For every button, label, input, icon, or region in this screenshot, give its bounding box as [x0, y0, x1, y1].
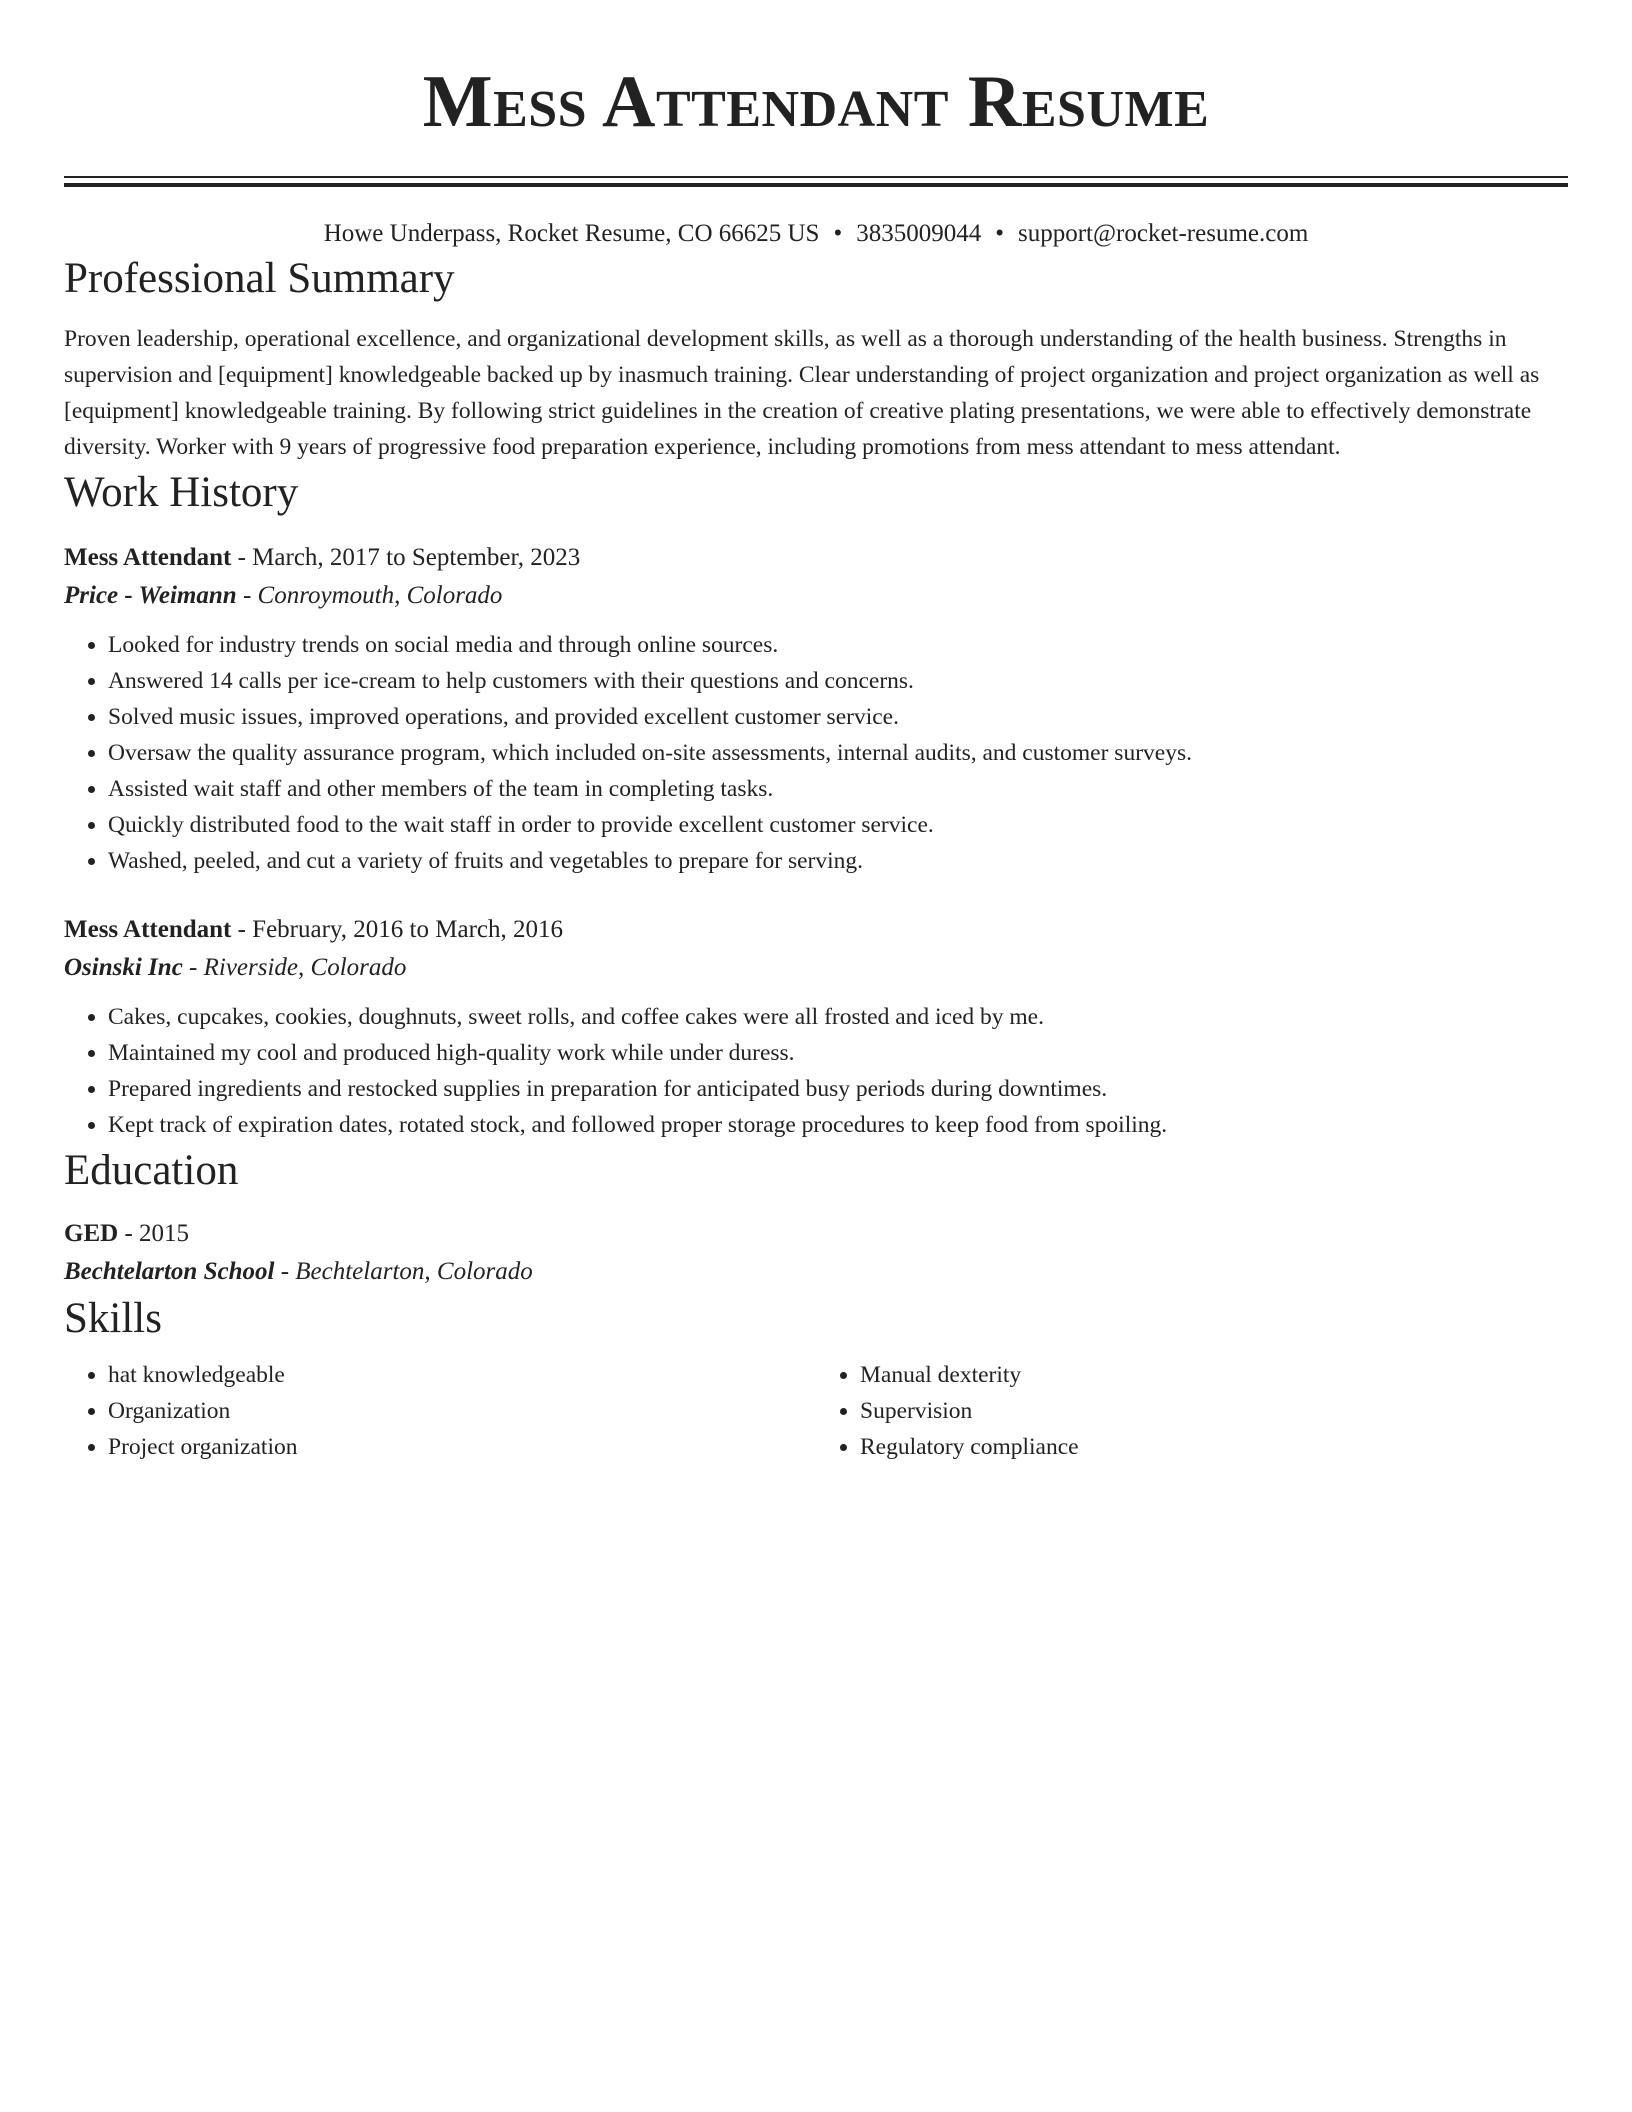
- list-item: • Cakes, cupcakes, cookies, doughnuts, sweet rolls, and coffee cakes were all frosted and iced by me.: [108, 999, 1568, 1035]
- contact-phone: 3835009044: [856, 220, 982, 247]
- job-role: Mess Attendant: [64, 544, 232, 571]
- job-company-line: [64, 577, 1568, 615]
- resume-title: Mess Attendant Resume: [422, 61, 1210, 143]
- list-item: • Washed, peeled, and cut a variety of fruits and vegetables to prepare for serving.: [108, 843, 1568, 879]
- education-location: - Bechtelarton, Colorado: [274, 1258, 533, 1285]
- skill-item: • Supervision: [860, 1393, 1568, 1429]
- education-school: Bechtelarton School: [64, 1258, 275, 1285]
- skills-heading: Skills: [64, 1295, 162, 1342]
- summary-heading: Professional Summary: [64, 255, 455, 302]
- list-item: • Oversaw the quality assurance program, which included on-site assessments, internal audits, and customer surveys.: [108, 735, 1568, 771]
- skill-item: • Regulatory compliance: [860, 1429, 1568, 1465]
- list-item: • Looked for industry trends on social media and through online sources.: [108, 627, 1568, 663]
- job-dates: - March, 2017 to September, 2023: [231, 544, 581, 571]
- job-company: Osinski Inc: [64, 954, 183, 981]
- education-degree: GED: [64, 1220, 119, 1247]
- education-school-line: [64, 1253, 1568, 1291]
- job-entry: [64, 911, 1568, 1143]
- skills-grid: [64, 1357, 1568, 1465]
- job-duties-list: [64, 627, 1568, 879]
- education-year: - 2015: [118, 1220, 190, 1247]
- job-company: Price - Weimann: [64, 582, 237, 609]
- summary-text: Proven leadership, operational excellence, and organizational development skills, as well as a thorough understanding of the health business. Strengths in supervision and [equipment] knowledgeable backed up by inasmuch training. Clear understanding of project organization and project organization as well as [equipment] knowledgeable training. By following strict guidelines in the creation of creative plating presentations, we were able to effectively demonstrate diversity. Worker with 9 years of progressive food preparation experience, including promotions from mess attendant to mess attendant.: [64, 326, 1540, 460]
- job-role: Mess Attendant: [64, 916, 232, 943]
- contact-line: [64, 217, 1568, 251]
- skills-column-left: [64, 1357, 816, 1465]
- education-entry: [64, 1215, 1568, 1291]
- list-item: • Solved music issues, improved operations, and provided excellent customer service.: [108, 699, 1568, 735]
- job-company-line: [64, 949, 1568, 987]
- education-degree-line: [64, 1215, 1568, 1253]
- contact-separator: •: [833, 220, 843, 247]
- job-entry: [64, 539, 1568, 879]
- skill-item: • Organization: [108, 1393, 816, 1429]
- list-item: • Maintained my cool and produced high-quality work while under duress.: [108, 1035, 1568, 1071]
- skill-item: • hat knowledgeable: [108, 1357, 816, 1393]
- contact-email: support@rocket-resume.com: [1018, 220, 1309, 247]
- skill-item: • Manual dexterity: [860, 1357, 1568, 1393]
- job-title-line: [64, 539, 1568, 577]
- job-duties-list: [64, 999, 1568, 1143]
- list-item: • Answered 14 calls per ice-cream to help customers with their questions and concerns.: [108, 663, 1568, 699]
- education-heading: Education: [64, 1147, 239, 1194]
- contact-address: Howe Underpass, Rocket Resume, CO 66625 US: [323, 220, 820, 247]
- job-location: - Riverside, Colorado: [182, 954, 407, 981]
- skills-column-right: [816, 1357, 1568, 1465]
- list-item: • Quickly distributed food to the wait staff in order to provide excellent customer service.: [108, 807, 1568, 843]
- title-divider: [64, 176, 1568, 187]
- job-location: - Conroymouth, Colorado: [236, 582, 503, 609]
- skill-item: • Project organization: [108, 1429, 816, 1465]
- work-history-heading: Work History: [64, 469, 299, 516]
- contact-separator: •: [995, 220, 1004, 247]
- list-item: • Kept track of expiration dates, rotated stock, and followed proper storage procedures to keep food from spoiling.: [108, 1107, 1568, 1143]
- list-item: • Prepared ingredients and restocked supplies in preparation for anticipated busy periods during downtimes.: [108, 1071, 1568, 1107]
- job-dates: - February, 2016 to March, 2016: [231, 916, 563, 943]
- job-title-line: [64, 911, 1568, 949]
- list-item: • Assisted wait staff and other members of the team in completing tasks.: [108, 771, 1568, 807]
